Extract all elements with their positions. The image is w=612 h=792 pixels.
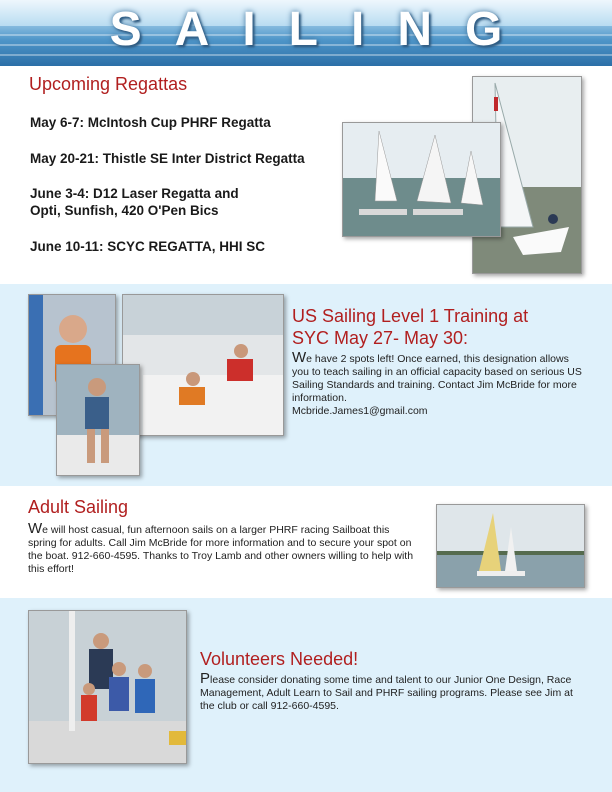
header-banner (0, 0, 612, 66)
training-body (292, 351, 582, 418)
regatta-item: June 3-4: D12 Laser Regatta and (30, 186, 239, 201)
training-heading-line1: US Sailing Level 1 Training at (292, 306, 529, 326)
volunteers-heading: Volunteers Needed! (200, 649, 359, 669)
training-heading (292, 305, 528, 349)
dinghy-fleet-photo (342, 122, 501, 237)
training-text: e have 2 spots left! Once earned, this designation allows you to teach sailing in an official capacity based on serious US Sailing Standards and training. Contact Jim McBride for more information. (292, 353, 582, 404)
regattas-section (0, 66, 612, 284)
volunteers-group-photo (28, 610, 187, 764)
adult-heading: Adult Sailing (28, 497, 129, 517)
drop-cap: W (28, 520, 43, 537)
regatta-item: May 20-21: Thistle SE Inter District Regatta (30, 151, 305, 166)
page-title: SAILING (109, 3, 536, 56)
drop-cap: W (292, 349, 307, 366)
regatta-item: May 6-7: McIntosh Cup PHRF Regatta (30, 115, 271, 130)
volunteers-text: lease consider donating some time and talent to our Junior One Design, Race Management, Adult Learn to Sail and PHRF sailing programs. Please see Jim at the club or call 912-660-4595. (200, 674, 573, 712)
adult-sailing-section (0, 486, 612, 598)
regattas-heading: Upcoming Regattas (29, 74, 188, 94)
training-section (0, 284, 612, 486)
volunteers-body (200, 672, 585, 713)
adult-text: e will host casual, fun afternoon sails on a larger PHRF racing Sailboat this spring for adults. Call Jim McBride for more information and to secure your spot on the boat. 912-660-4595. Thanks to Troy Lamb and other owners willing to help with this effort! (28, 524, 414, 575)
training-heading-line2: SYC May 27- May 30: (292, 328, 469, 348)
drop-cap: P (200, 670, 211, 687)
boat-deck-photo (122, 294, 284, 436)
keelboat-photo (436, 504, 585, 588)
volunteers-section (0, 598, 612, 792)
boy-on-boat-photo (56, 364, 140, 476)
adult-body (28, 522, 420, 576)
regatta-item: Opti, Sunfish, 420 O'Pen Bics (30, 203, 219, 218)
training-email[interactable]: Mcbride.James1@gmail.com (292, 405, 428, 417)
regatta-item: June 10-11: SCYC REGATTA, HHI SC (30, 239, 266, 254)
